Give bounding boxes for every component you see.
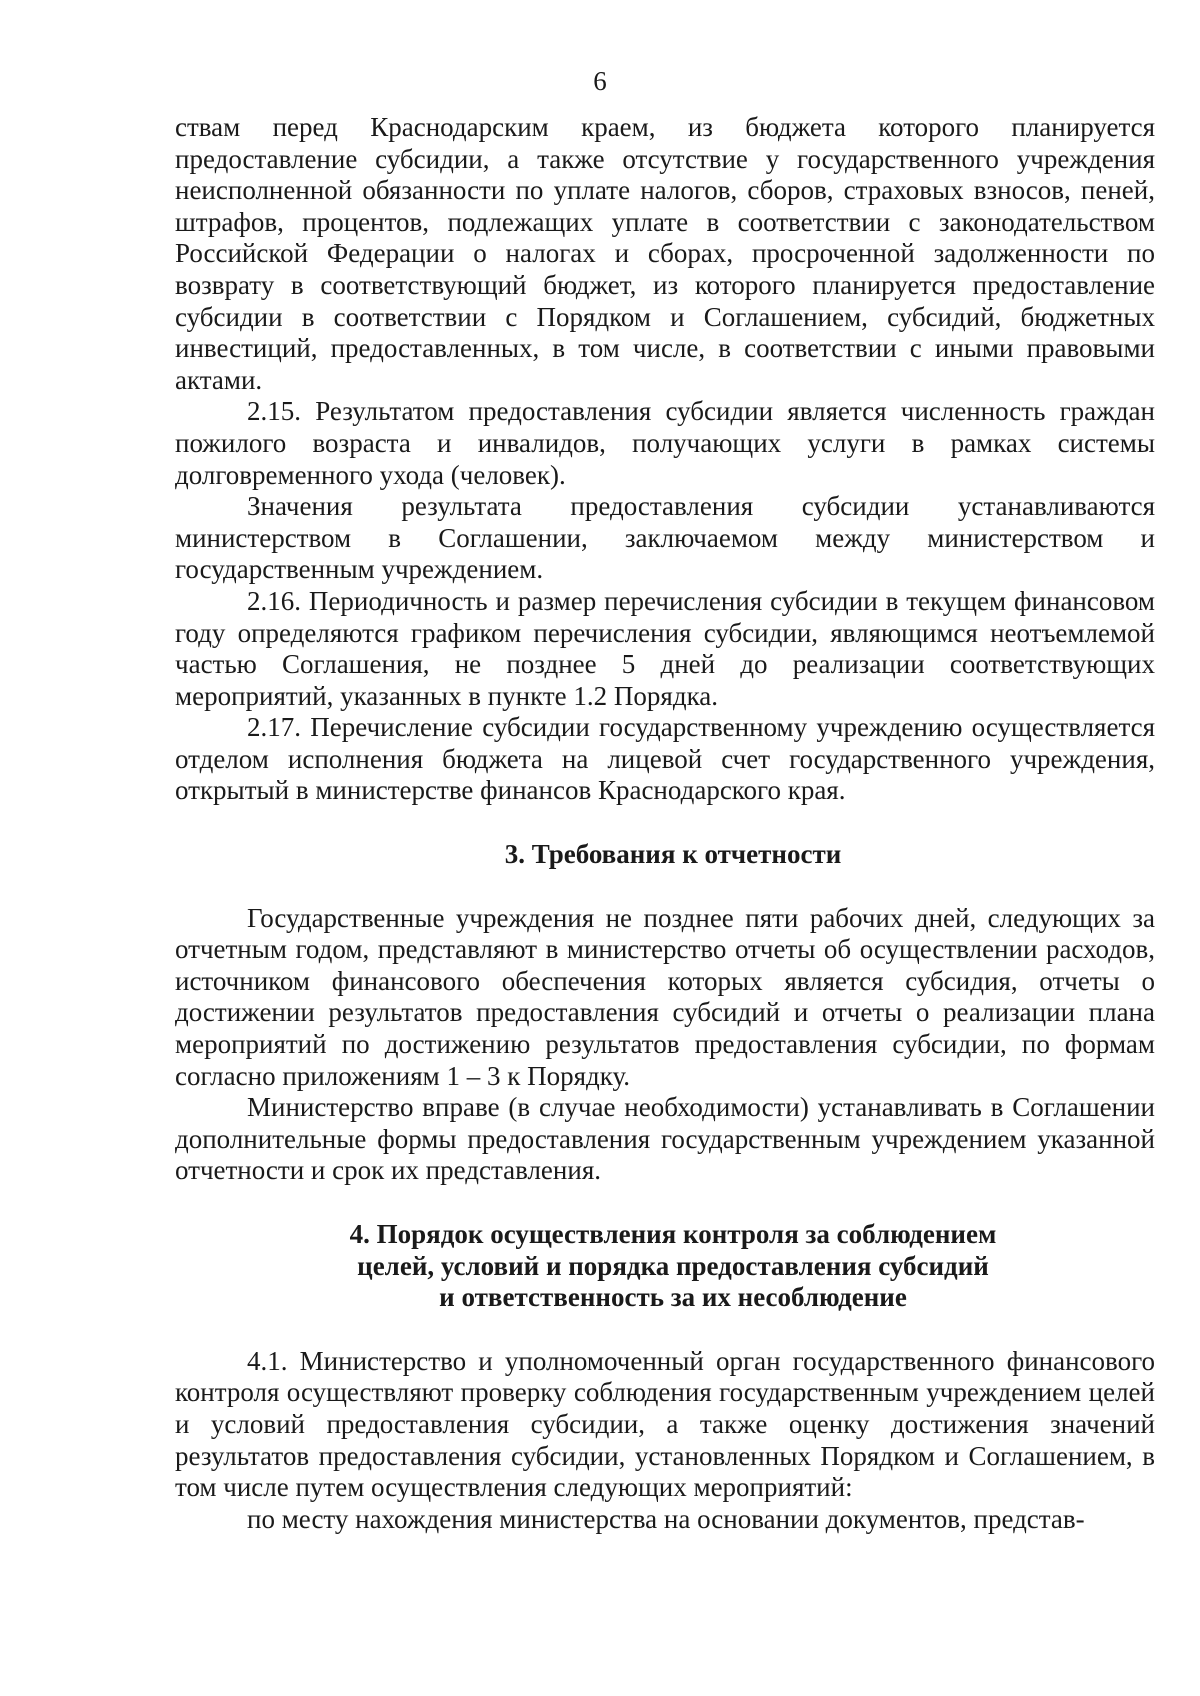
section-4-heading-line-1: 4. Порядок осуществления контроля за соблюдением <box>349 1219 997 1249</box>
paragraph-location: по месту нахождения министерства на основании документов, представ- <box>247 1503 1085 1534</box>
section-4-heading-line-2: целей, условий и порядка предоставления субсидий <box>357 1250 989 1281</box>
section-3-heading: 3. Требования к отчетности <box>504 839 842 870</box>
section-4-heading <box>175 1219 1155 1314</box>
section-3-paragraph-2: Министерство вправе (в случае необходимости) устанавливать в Соглашении дополнительные формы предоставления государственным учреждением указанной отчетности и срок их представления. <box>175 1092 1155 1186</box>
paragraph-2-15: 2.15. Результатом предоставления субсидии является численность граждан пожилого возраста и инвалидов, получающих услуги в рамках системы долговременного ухода (человек). <box>175 396 1155 490</box>
section-4-heading-line-3: и ответственность за их несоблюдение <box>439 1282 907 1313</box>
page-number: 6 <box>593 66 607 96</box>
section-3-paragraph-1: Государственные учреждения не позднее пяти рабочих дней, следующих за отчетным годом, представляют в министерство отчеты об осуществлении расходов, источником финансового обеспечения которых является субсидия, отчеты о достижении результатов предоставления субсидий и отчеты о реализации плана мероприятий по достижению результатов предоставления субсидии, по формам согласно приложениям 1 – 3 к Порядку. <box>175 902 1155 1091</box>
paragraph-2-15-values: Значения результата предоставления субсидии устанавливаются министерством в Соглашении, заключаемом между министерством и государственным учреждением. <box>175 491 1155 585</box>
paragraph-continued: ствам перед Краснодарским краем, из бюджета которого планируется предоставление субсидии, а также отсутствие у государственного учреждения неисполненной обязанности по уплате налогов, сборов, страховых взносов, пеней, штрафов, процентов, подлежащих уплате в соответствии с законодательством Российской Федерации о налогах и сборах, просроченной задолженности по возврату в соответствующий бюджет, из которого планируется предоставление субсидии в соответствии с Порядком и Соглашением, субсидий, бюджетных инвестиций, предоставленных, в том числе, в соответствии с иными правовыми актами. <box>175 112 1155 395</box>
document-body <box>175 112 1155 1535</box>
paragraph-2-17: 2.17. Перечисление субсидии государственному учреждению осуществляется отделом исполнения бюджета на лицевой счет государственного учреждения, открытый в министерстве финансов Краснодарского края. <box>175 712 1155 806</box>
paragraph-4-1: 4.1. Министерство и уполномоченный орган государственного финансового контроля осуществляют проверку соблюдения государственным учреждением целей и условий предоставления субсидии, а также оценку достижения значений результатов предоставления субсидии, установленных Порядком и Соглашением, в том числе путем осуществления следующих мероприятий: <box>175 1345 1155 1503</box>
paragraph-2-16: 2.16. Периодичность и размер перечисления субсидии в текущем финансовом году определяются графиком перечисления субсидии, являющимся неотъемлемой частью Соглашения, не позднее 5 дней до реализации соответствующих мероприятий, указанных в пункте 1.2 Порядка. <box>175 585 1155 711</box>
